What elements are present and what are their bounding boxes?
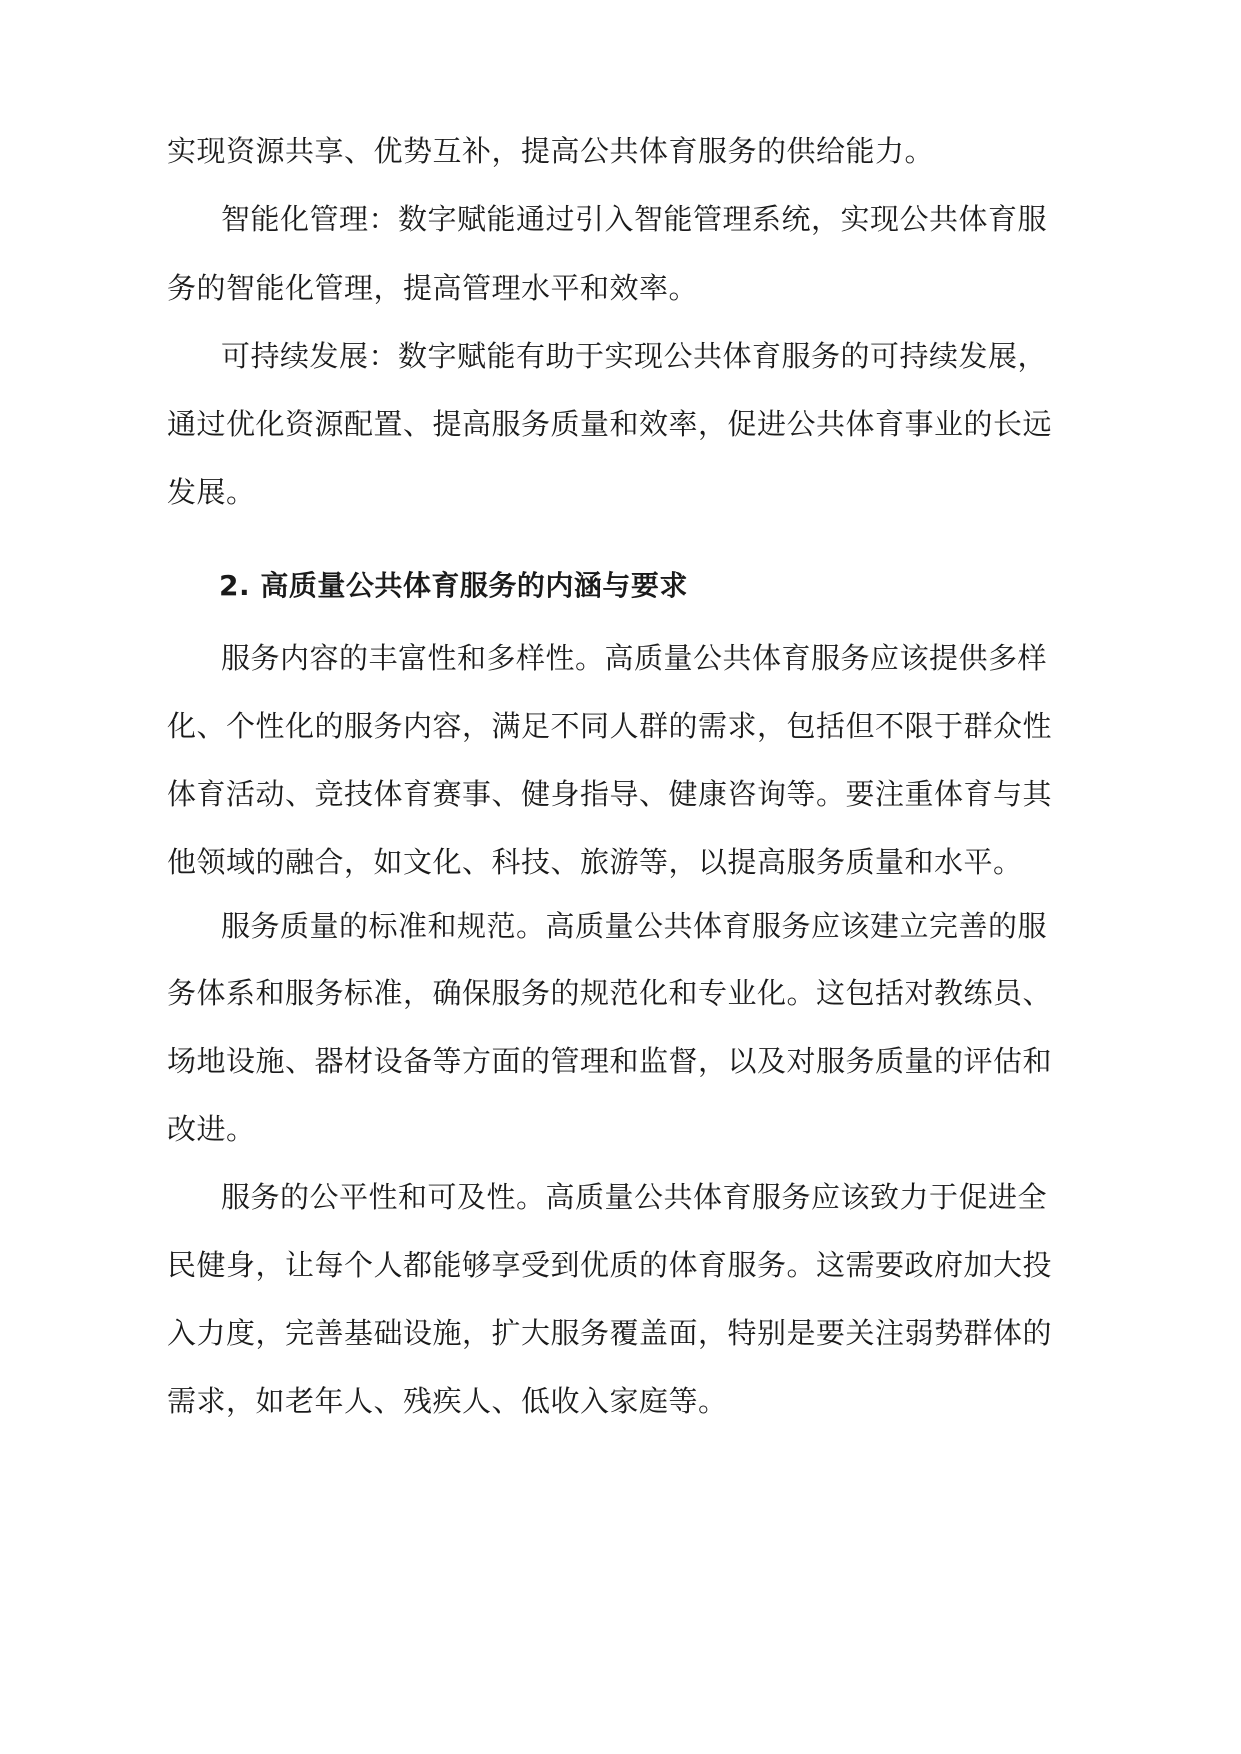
paragraph-line: 他领域的融合，如文化、科技、旅游等，以提高服务质量和水平。	[167, 845, 1023, 879]
paragraph-line: 改进。	[167, 1112, 256, 1146]
paragraph-line: 体育活动、竞技体育赛事、健身指导、健康咨询等。要注重体育与其	[167, 777, 1053, 811]
paragraph-line: 可持续发展：数字赋能有助于实现公共体育服务的可持续发展，	[221, 339, 1048, 373]
paragraph-line: 入力度，完善基础设施，扩大服务覆盖面，特别是要关注弱势群体的	[167, 1316, 1053, 1350]
paragraph-line: 务体系和服务标准，确保服务的规范化和专业化。这包括对教练员、	[167, 976, 1053, 1010]
paragraph-line: 需求，如老年人、残疾人、低收入家庭等。	[167, 1384, 728, 1418]
paragraph-line: 场地设施、器材设备等方面的管理和监督，以及对服务质量的评估和	[167, 1044, 1053, 1078]
paragraph-line: 务的智能化管理，提高管理水平和效率。	[167, 271, 699, 305]
paragraph-line: 智能化管理：数字赋能通过引入智能管理系统，实现公共体育服	[221, 202, 1048, 236]
paragraph-line: 服务的公平性和可及性。高质量公共体育服务应该致力于促进全	[221, 1180, 1048, 1214]
paragraph-line: 化、个性化的服务内容，满足不同人群的需求，包括但不限于群众性	[167, 709, 1053, 743]
paragraph-line: 实现资源共享、优势互补，提高公共体育服务的供给能力。	[167, 134, 935, 168]
paragraph-line: 服务内容的丰富性和多样性。高质量公共体育服务应该提供多样	[221, 641, 1048, 675]
paragraph-line: 通过优化资源配置、提高服务质量和效率，促进公共体育事业的长远	[167, 407, 1053, 441]
paragraph-line: 民健身，让每个人都能够享受到优质的体育服务。这需要政府加大投	[167, 1248, 1053, 1282]
section-heading: 2. 高质量公共体育服务的内涵与要求	[219, 569, 688, 602]
paragraph-line: 发展。	[167, 475, 256, 509]
paragraph-line: 服务质量的标准和规范。高质量公共体育服务应该建立完善的服	[221, 909, 1048, 943]
